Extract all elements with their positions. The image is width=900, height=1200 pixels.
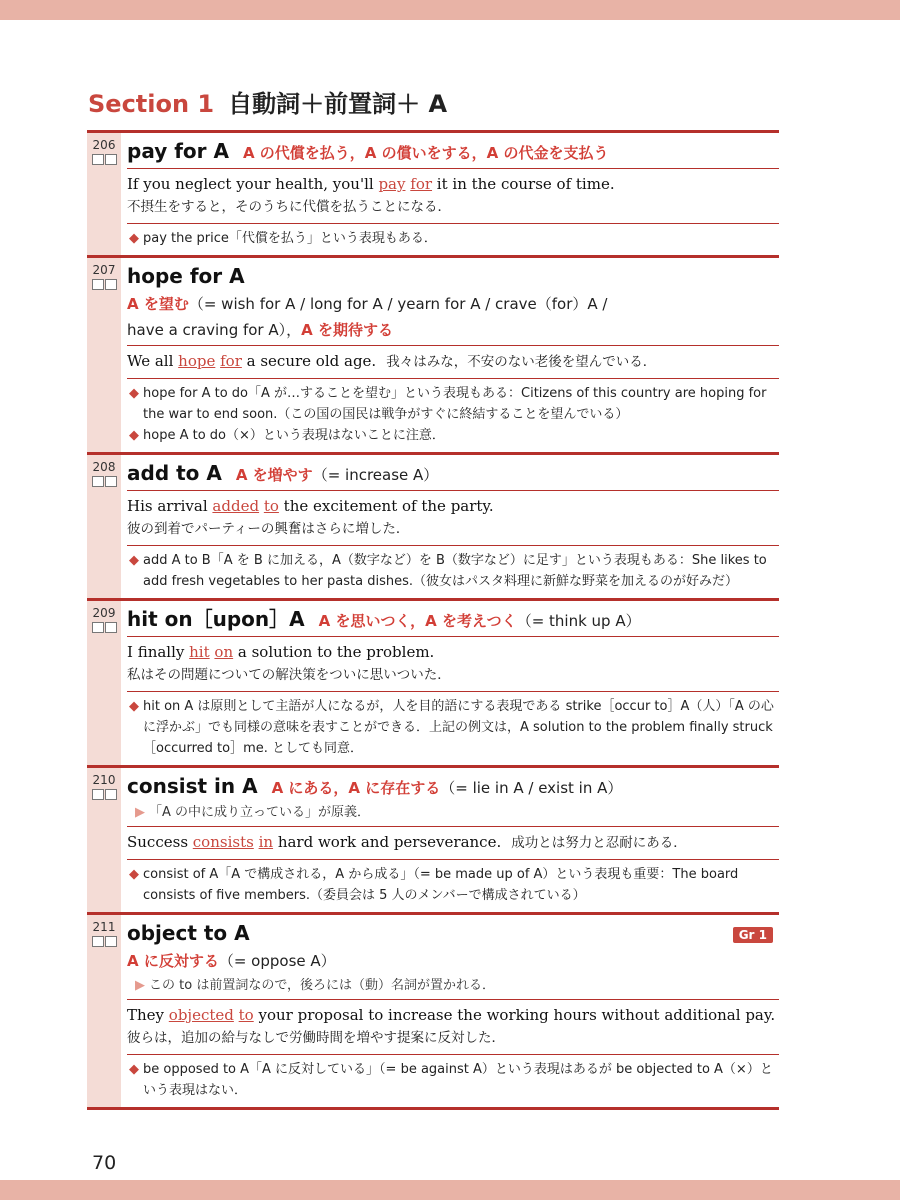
entry-number-column — [87, 768, 121, 912]
example-block — [127, 345, 779, 378]
highlight-word: for — [220, 352, 242, 370]
entry-number-column — [87, 455, 121, 598]
note-item: ◆ be opposed to A「A に反対している」（= be against A）という表現はあるが be objected to A（×）という表現はない． — [129, 1062, 773, 1098]
checkbox-2[interactable] — [105, 279, 117, 290]
highlight-word: for — [410, 175, 433, 193]
example-english: Success consists in hard work and perseverance. 成功とは努力と忍耐にある． — [127, 833, 687, 851]
note-item: ◆ hope A to do（×）という表現はないことに注意． — [129, 428, 445, 443]
phrase-heading: hit on［upon］A — [127, 607, 305, 631]
phrase-meaning: A にある，A に存在する — [271, 779, 441, 797]
notes-block — [127, 1054, 779, 1107]
checkbox-2[interactable] — [105, 622, 117, 633]
example-japanese: 成功とは努力と忍耐にある． — [511, 835, 687, 851]
diamond-bullet-icon: ◆ — [129, 867, 139, 882]
check-boxes — [87, 279, 121, 290]
highlight-word: hit — [189, 643, 210, 661]
triangle-bullet-icon: ▶ — [135, 805, 145, 820]
example-english: We all hope for a secure old age. 我々はみな，不安のない老後を望んでいる． — [127, 352, 657, 370]
example-english: His arrival added to the excitement of the party. — [127, 497, 494, 515]
section-title — [88, 84, 447, 119]
phrase-heading: pay for A — [127, 139, 229, 163]
note-item: ◆ add A to B「A を B に加える，A（数字など）を B（数字など）に足す」という表現もある：She likes to add fresh vegetables to her pasta dishes.（彼女はパスタ料理に新鮮な野菜を加えるのが好みだ） — [129, 553, 767, 589]
phrase-meaning: A の代償を払う，A の償いをする，A の代金を支払う — [242, 144, 609, 162]
checkbox-1[interactable] — [92, 789, 104, 800]
checkbox-2[interactable] — [105, 936, 117, 947]
note-item: ◆ pay the price「代償を払う」という表現もある． — [129, 231, 437, 246]
highlight-word: in — [258, 833, 274, 851]
highlight-word: pay — [378, 175, 406, 193]
highlight-word: on — [214, 643, 234, 661]
phrase-meaning: A に反対する — [127, 952, 219, 970]
entry-number: 211 — [92, 920, 116, 934]
phrase-heading: hope for A — [127, 264, 245, 288]
example-japanese: 私はその問題についての解決策をついに思いついた． — [127, 667, 451, 683]
entry-number: 210 — [92, 773, 116, 787]
example-block — [127, 490, 779, 545]
checkbox-1[interactable] — [92, 936, 104, 947]
highlight-word: hope — [178, 352, 216, 370]
phrase-meaning: A を期待する — [301, 321, 393, 339]
entry-number: 208 — [92, 460, 116, 474]
example-block — [127, 636, 779, 691]
page-number: 70 — [92, 1152, 117, 1174]
example-japanese: 不摂生をすると，そのうちに代償を払うことになる． — [127, 199, 451, 215]
entry-208 — [87, 452, 779, 598]
example-english: I finally hit on a solution to the problem. — [127, 643, 435, 661]
entry-list — [87, 130, 779, 1110]
check-boxes — [87, 154, 121, 165]
checkbox-1[interactable] — [92, 476, 104, 487]
highlight-word: consists — [192, 833, 254, 851]
note-item: ◆ hope for A to do「A が…することを望む」という表現もある：Citizens of this country are hoping for the war to end soon.（この国の国民は戦争がすぐに終結することを望んでいる） — [129, 386, 767, 422]
grammar-note: ▶ この to は前置詞なので，後ろには（動）名詞が置かれる． — [135, 978, 496, 993]
entry-number: 209 — [92, 606, 116, 620]
meaning-synonyms: have a craving for A）， — [127, 321, 302, 339]
highlight-word: added — [212, 497, 260, 515]
example-japanese: 彼の到着でパーティーの興奮はさらに増した． — [127, 521, 410, 537]
section-label: Section 1 — [88, 90, 215, 118]
checkbox-1[interactable] — [92, 279, 104, 290]
entry-number: 206 — [92, 138, 116, 152]
notes-block — [127, 859, 779, 912]
check-boxes — [87, 622, 121, 633]
triangle-bullet-icon: ▶ — [135, 978, 145, 993]
note-item: ◆ hit on A は原則として主語が人になるが，人を目的語にする表現である strike［occur to］A（人）「A の心に浮かぶ」でも同様の意味を表すことができる．上記の例文は，A solution to the problem finally struck［occurred to］me. としても同意． — [129, 699, 774, 756]
example-block — [127, 826, 779, 859]
example-english: If you neglect your health, you'll pay for it in the course of time. — [127, 175, 615, 193]
meaning-synonyms: （= lie in A / exist in A） — [440, 779, 623, 797]
phrase-meaning: A を増やす — [235, 466, 313, 484]
entry-number-column — [87, 601, 121, 765]
example-japanese: 我々はみな，不安のない老後を望んでいる． — [386, 354, 657, 370]
diamond-bullet-icon: ◆ — [129, 231, 139, 246]
phrase-heading: object to A — [127, 921, 250, 945]
phrase-meaning: A を思いつく，A を考えつく — [318, 612, 517, 630]
top-decorative-band — [0, 0, 900, 20]
example-japanese: 彼らは，追加の給与なしで労働時間を増やす提案に反対した． — [127, 1030, 505, 1046]
phrase-heading: consist in A — [127, 774, 258, 798]
checkbox-2[interactable] — [105, 789, 117, 800]
checkbox-1[interactable] — [92, 622, 104, 633]
phrase-heading: add to A — [127, 461, 222, 485]
meaning-synonyms: （= increase A） — [312, 466, 439, 484]
entry-210 — [87, 765, 779, 912]
entry-209 — [87, 598, 779, 765]
section-name: 自動詞＋前置詞＋ A — [228, 90, 448, 118]
entry-number: 207 — [92, 263, 116, 277]
diamond-bullet-icon: ◆ — [129, 699, 139, 714]
bottom-decorative-band — [0, 1180, 900, 1200]
diamond-bullet-icon: ◆ — [129, 428, 139, 443]
entry-number-column — [87, 133, 121, 255]
highlight-word: to — [238, 1006, 254, 1024]
entry-211 — [87, 912, 779, 1110]
entry-number-column — [87, 915, 121, 1107]
diamond-bullet-icon: ◆ — [129, 1062, 139, 1077]
meaning-synonyms: （= think up A） — [516, 612, 641, 630]
highlight-word: to — [263, 497, 279, 515]
etymology-note: ▶ 「A の中に成り立っている」が原義． — [135, 805, 371, 820]
notes-block — [127, 378, 779, 452]
example-english: They objected to your proposal to increase the working hours without additional pay. — [127, 1006, 776, 1024]
meaning-synonyms: （= wish for A / long for A / yearn for A / crave（for）A / — [188, 295, 608, 313]
checkbox-2[interactable] — [105, 476, 117, 487]
example-block — [127, 168, 779, 223]
entry-207 — [87, 255, 779, 452]
entry-number-column — [87, 258, 121, 452]
highlight-word: objected — [168, 1006, 234, 1024]
check-boxes — [87, 789, 121, 800]
diamond-bullet-icon: ◆ — [129, 553, 139, 568]
entry-206 — [87, 130, 779, 255]
diamond-bullet-icon: ◆ — [129, 386, 139, 401]
check-boxes — [87, 476, 121, 487]
example-block — [127, 999, 779, 1054]
notes-block — [127, 223, 779, 255]
check-boxes — [87, 936, 121, 947]
phrase-meaning: A を望む — [127, 295, 189, 313]
notes-block — [127, 691, 779, 765]
checkbox-2[interactable] — [105, 154, 117, 165]
note-item: ◆ consist of A「A で構成される，A から成る」（= be made up of A）という表現も重要：The board consists of five members.（委員会は 5 人のメンバーで構成されている） — [129, 867, 739, 903]
meaning-synonyms: （= oppose A） — [218, 952, 336, 970]
grade-badge: Gr 1 — [733, 927, 773, 943]
notes-block — [127, 545, 779, 598]
checkbox-1[interactable] — [92, 154, 104, 165]
